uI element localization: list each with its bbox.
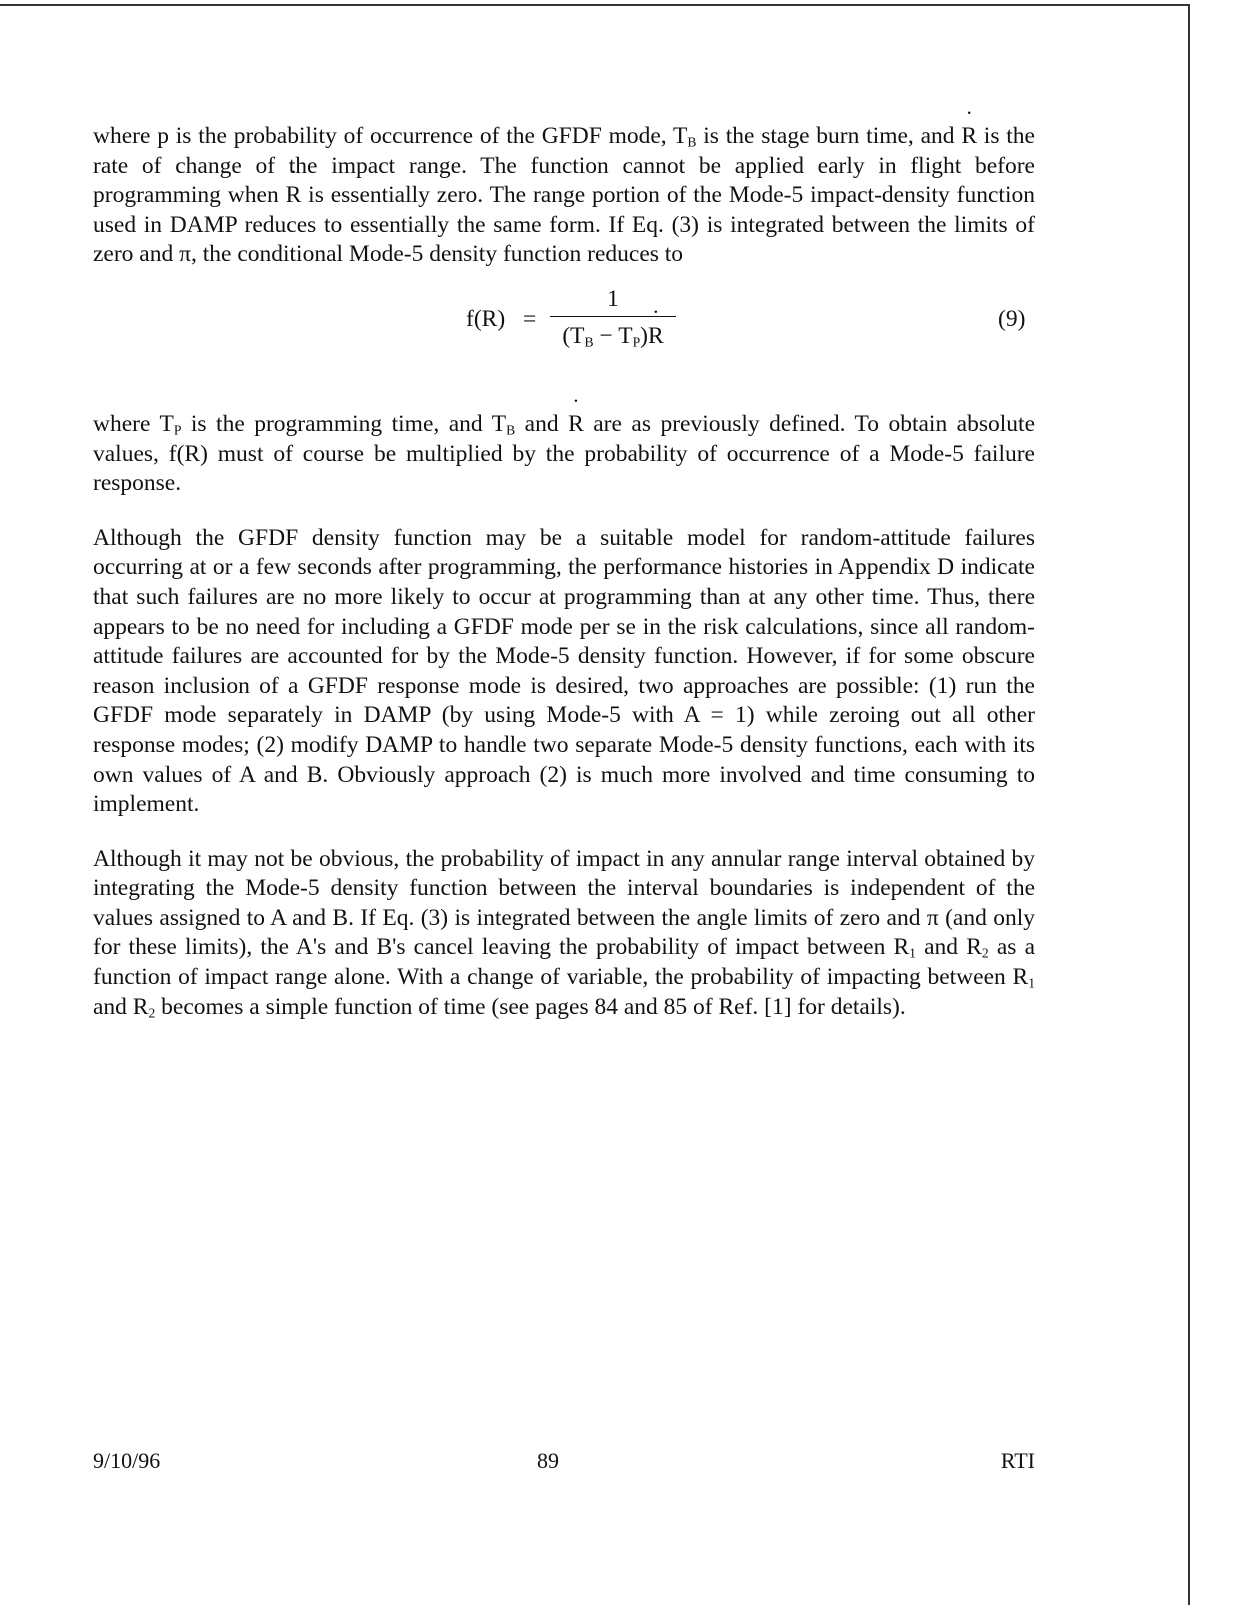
- text-run: are as previously defined. To obtain absolute values, f(R) must of course be multiplied by the probability of occurrence of a Mode-5 failure response.: [93, 410, 1035, 497]
- footer-date: 9/10/96: [93, 1448, 161, 1473]
- text-run: and R: [93, 993, 149, 1020]
- paragraph-1: [93, 122, 1035, 270]
- subscript: B: [506, 422, 516, 438]
- subscript: P: [632, 334, 641, 350]
- paragraph-2: [93, 410, 1035, 499]
- paragraph-3: Although the GFDF density function may be a suitable model for random-attitude failures occurring at or a few seconds after programming, the performance histories in Appendix D indicate that such failures are no more likely to occur at programming than at any other time. Thus, there appears to be no need for including a GFDF mode per se in the risk calculations, since all random-attitude failures are accounted for by the Mode-5 density function. However, if for some obscure reason inclusion of a GFDF response mode is desired, two approaches are possible: (1) run the GFDF mode separately in DAMP (by using Mode-5 with A = 1) while zeroing out all other response modes; (2) modify DAMP to handle two separate Mode-5 density functions, each with its own values of A and B. Obviously approach (2) is much more involved and time consuming to implement.: [93, 524, 1035, 818]
- text-run: is the rate of change of the impact range. The function cannot be applied early in flight before programming when: [93, 123, 1035, 209]
- text-run: Although it may not be obvious, the probability of impact in any annular range interval obtained by integrating the Mode-5 density function between the interval boundaries is independent of the values assigned to A and B. If Eq. (3) is integrated between the angle limits of zero and π (and only for these limits), the A's and B's cancel leaving the probability of impact between R: [93, 845, 1035, 961]
- page-footer: [93, 1448, 1035, 1478]
- equation-numerator: 1: [607, 285, 619, 312]
- den-part: − T: [593, 322, 633, 349]
- page-number: 89: [537, 1448, 559, 1473]
- subscript: P: [173, 422, 182, 438]
- r-dot-symbol: ˙ R: [286, 181, 302, 211]
- text-run: is the programming time, and T: [181, 410, 507, 437]
- subscript: B: [687, 134, 697, 150]
- page-border-top: [0, 4, 1188, 6]
- equation-lhs: f(R): [466, 305, 506, 332]
- text-run: is essentially zero. The range portion of the Mode-5 impact-density function used in DAMP reduces to essentially the same form. If Eq. (3) is integrated between the limits of zero and π, the conditional Mode-5 density function reduces to: [93, 182, 1035, 268]
- den-part: (T: [562, 322, 585, 349]
- subscript: 1: [1028, 975, 1035, 991]
- den-part: ): [640, 322, 648, 349]
- subscript: 2: [148, 1005, 156, 1021]
- equation-equals: =: [523, 305, 537, 332]
- text-run: is the stage burn time, and: [696, 123, 962, 149]
- footer-org: RTI: [1000, 1448, 1035, 1473]
- text-run: as a function of impact range alone. With a change of variable, the probability of impacting between R: [93, 934, 1035, 991]
- subscript: 1: [909, 945, 916, 961]
- text-run: and R: [915, 934, 982, 961]
- page-border-right: [1188, 4, 1190, 1605]
- text-run: where T: [93, 410, 174, 437]
- equation-9: [93, 284, 1035, 392]
- equation-fraction: [550, 284, 676, 351]
- r-dot-symbol: ˙ R: [568, 410, 584, 440]
- equation-number: (9): [998, 305, 1026, 332]
- text-run: becomes a simple function of time (see pages 84 and 85 of Ref. [1] for details).: [155, 993, 906, 1020]
- subscript: B: [584, 334, 594, 350]
- page-body: [93, 122, 1035, 1022]
- r-dot-symbol: ˙ R: [961, 122, 977, 152]
- subscript: 2: [981, 945, 989, 961]
- text-run: where p is the probability of occurrence of the GFDF mode, T: [93, 123, 688, 149]
- r-dot-symbol: ˙ R: [648, 321, 664, 351]
- paragraph-4: [93, 845, 1035, 1023]
- text-run: and: [515, 410, 569, 437]
- equation-denominator: [550, 321, 676, 351]
